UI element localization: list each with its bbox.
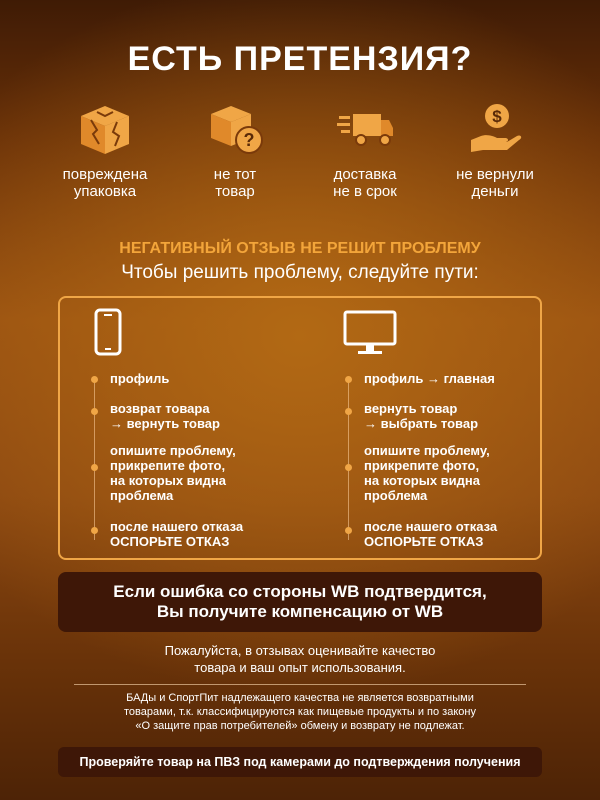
wrong-item-icon [207, 100, 263, 158]
disclaimer-line: «О защите прав потребителей» обмену и возврату не подлежат. [135, 720, 465, 732]
review-request-line: Пожалуйста, в отзывах оценивайте качество [164, 643, 436, 658]
disclaimer-line: БАДы и СпортПит надлежащего качества не является возвратными [126, 692, 474, 704]
monitor-icon [342, 308, 398, 358]
step-dot [91, 408, 98, 415]
svg-text:?: ? [243, 130, 255, 150]
mobile-column [88, 298, 308, 558]
reason-label: доставка не в срок [333, 166, 397, 200]
reason-label: повреждена упаковка [62, 166, 148, 200]
banner-line: Если ошибка со стороны WB подтвердится, [113, 582, 487, 601]
disclaimer-line: товарами, т.к. классифицируются как пищевые продукты и по закону [124, 706, 476, 718]
svg-text:$: $ [492, 107, 502, 126]
desktop-step: опишите проблему, прикрепите фото, на которых видна проблема [364, 443, 490, 503]
mobile-step: возврат товара → вернуть товар [110, 401, 220, 431]
legal-disclaimer [0, 691, 600, 733]
reason-late-delivery [305, 100, 425, 200]
compensation-banner [58, 572, 542, 632]
reason-wrong-item [175, 100, 295, 200]
review-request [0, 642, 600, 676]
instructions-panel [58, 296, 542, 560]
reason-damaged [45, 100, 165, 200]
reason-no-refund [435, 100, 555, 200]
desktop-step: вернуть товар → выбрать товар [364, 401, 479, 431]
desktop-step: после нашего отказа ОСПОРЬТЕ ОТКАЗ [364, 519, 498, 549]
step-dot [345, 527, 352, 534]
reason-label: не тот товар [213, 166, 257, 200]
page-title: ЕСТЬ ПРЕТЕНЗИЯ? [127, 40, 473, 78]
mobile-step: профиль [110, 371, 170, 386]
steps-line [348, 380, 349, 540]
step-dot [345, 408, 352, 415]
damaged-box-icon [77, 100, 133, 158]
mobile-step: после нашего отказа ОСПОРЬТЕ ОТКАЗ [110, 519, 244, 549]
banner-line: Вы получите компенсацию от WB [156, 602, 444, 621]
smartphone-icon [88, 308, 128, 358]
divider [74, 684, 526, 685]
claim-reasons [45, 100, 555, 200]
desktop-step: профиль → главная [364, 371, 495, 386]
step-dot [91, 464, 98, 471]
step-dot [345, 376, 352, 383]
reason-label: не вернули деньги [456, 166, 534, 200]
inspection-note: Проверяйте товар на ПВЗ под камерами до подтверждения получения [58, 747, 542, 777]
step-dot [345, 464, 352, 471]
mobile-step: опишите проблему, прикрепите фото, на которых видна проблема [110, 443, 236, 503]
step-dot [91, 376, 98, 383]
step-dot [91, 527, 98, 534]
delivery-truck-icon [332, 100, 398, 158]
steps-line [94, 380, 95, 540]
instructions-subtitle: Чтобы решить проблему, следуйте пути: [121, 262, 479, 283]
desktop-column [342, 298, 562, 558]
negative-review-warning: НЕГАТИВНЫЙ ОТЗЫВ НЕ РЕШИТ ПРОБЛЕМУ [119, 240, 481, 257]
review-request-line: товара и ваш опыт использования. [194, 660, 406, 675]
money-hand-icon [467, 100, 523, 158]
